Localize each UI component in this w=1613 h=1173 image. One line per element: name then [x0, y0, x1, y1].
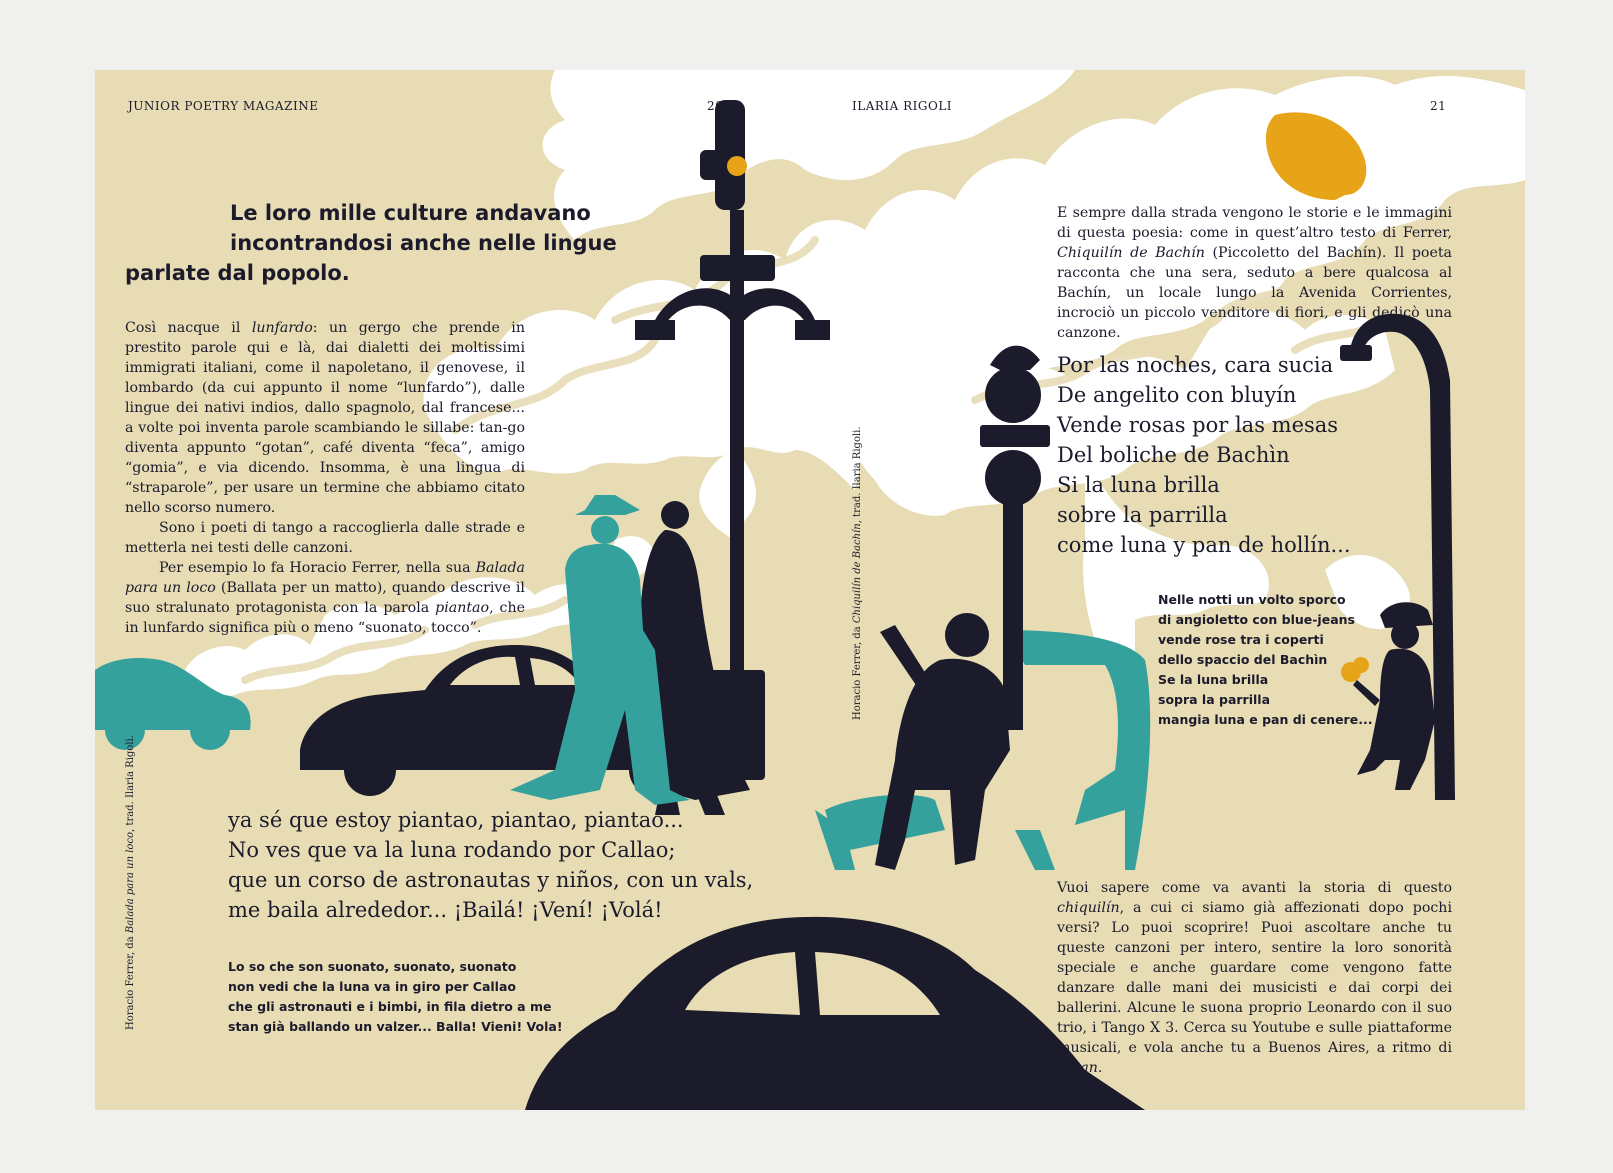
poem-line: Del boliche de Bachìn — [1057, 443, 1290, 467]
body-text-left — [125, 318, 525, 638]
headline-line: incontrandosi anche nelle lingue — [230, 231, 617, 255]
credit-right: Horacio Ferrer, da Chiquilín de Bachín, trad. Ilaria Rigoli. — [852, 426, 863, 720]
translation-line: mangia luna e pan di cenere... — [1158, 712, 1373, 727]
page-number-right: 21 — [1430, 99, 1447, 113]
translation-line: di angioletto con blue-jeans — [1158, 612, 1355, 627]
paragraph: Vuoi sapere come va avanti la storia di questo chiquilín, a cui ci siamo già affezionati dopo pochi versi? Lo puoi scoprire! Puoi ascoltare anche tu queste canzoni per intero, sentire la loro sonorità speciale e anche guardare come vengono fatte danzare dalle mani dei musicisti e dai corpi dei ballerini. Alcune le suona proprio Leonardo con il suo trio, i Tango X 3. Cerca su Youtube e sulle piattaforme musicali, e vola anche tu a Buenos Aires, a ritmo di gotan. — [1057, 880, 1452, 1076]
paragraph: Così nacque il lunfardo: un gergo che prende in prestito parole qui e là, dai dialetti dei moltissimi immigrati italiani, come il napoletano, il genovese, il lombardo (da cui appunto il nome “lunfardo”), dalle lingue dei nativi indios, dallo spagnolo, dal francese... a volte poi inventa parole scambiando le sillabe: tan-go diventa appunto “gotan”, café diventa “feca”, amigo “gomia”, e via dicendo. Insomma, è una lingua di “straparole”, per usare un termine che abbiamo citato nello scorso numero. — [125, 320, 525, 516]
translation-line: Lo so che son suonato, suonato, suonato — [228, 959, 517, 974]
page-number-left: 20 — [707, 99, 724, 113]
guitar-player-on-bench — [875, 613, 1010, 870]
poem-line: que un corso de astronautas y niños, con un vals, — [228, 868, 754, 892]
translation-right — [1158, 590, 1372, 730]
poem-line: Vende rosas por las mesas — [1057, 413, 1339, 437]
paragraph: E sempre dalla strada vengono le storie e le immagini di questa poesia: come in quest’altro testo di Ferrer, Chiquilín de Bachín (Piccoletto del Bachín). Il poeta racconta che una sera, seduto a bere qualcosa al Bachín, un locale lungo la Avenida Corrientes, incrociò un piccolo venditore di fiori, e gli dedicò una canzone. — [1057, 205, 1452, 341]
poem-left — [228, 805, 753, 925]
translation-line: vende rose tra i coperti — [1158, 632, 1324, 647]
credit-left: Horacio Ferrer, da Balada para un loco, trad. Ilaria Rigoli. — [125, 735, 136, 1030]
paragraph: Sono i poeti di tango a raccoglierla dalle strade e metterla nei testi delle canzoni. — [125, 520, 525, 556]
paragraph: Per esempio lo fa Horacio Ferrer, nella sua Balada para un loco (Ballata per un matto), quando descrive il suo stralunato protagonista con la parola piantao, che in lunfardo significa più o meno “suonato, tocco”. — [125, 560, 525, 636]
poem-line: sobre la parrilla — [1057, 503, 1228, 527]
translation-left — [228, 957, 563, 1037]
poem-line: Por las noches, cara sucia — [1057, 353, 1334, 377]
body-text-right — [1057, 203, 1452, 343]
translation-line: Nelle notti un volto sporco — [1158, 592, 1346, 607]
body-text-right-bottom — [1057, 878, 1452, 1076]
poem-line: ya sé que estoy piantao, piantao, piantao... — [228, 808, 684, 832]
translation-line: che gli astronauti e i bimbi, in fila dietro a me — [228, 999, 552, 1014]
poem-line: me baila alrededor... ¡Bailá! ¡Vení! ¡Volá! — [228, 898, 663, 922]
magazine-spread — [95, 70, 1525, 1110]
translation-line: sopra la parrilla — [1158, 692, 1270, 707]
running-head-left: JUNIOR POETRY MAGAZINE — [128, 99, 319, 113]
headline-line: Le loro mille culture andavano — [230, 201, 591, 225]
poem-line: No ves que va la luna rodando por Callao; — [228, 838, 676, 862]
headline — [125, 198, 617, 288]
translation-line: Se la luna brilla — [1158, 672, 1269, 687]
poem-line: come luna y pan de hollín... — [1057, 533, 1351, 557]
translation-line: non vedi che la luna va in giro per Callao — [228, 979, 516, 994]
poem-right — [1057, 350, 1351, 560]
poem-line: De angelito con bluyín — [1057, 383, 1297, 407]
translation-line: stan già ballando un valzer... Balla! Vieni! Vola! — [228, 1019, 563, 1034]
headline-line: parlate dal popolo. — [125, 261, 350, 285]
large-car-silhouette — [525, 917, 1145, 1110]
running-head-right: ILARIA RIGOLI — [852, 99, 953, 113]
translation-line: dello spaccio del Bachìn — [1158, 652, 1328, 667]
poem-line: Si la luna brilla — [1057, 473, 1220, 497]
